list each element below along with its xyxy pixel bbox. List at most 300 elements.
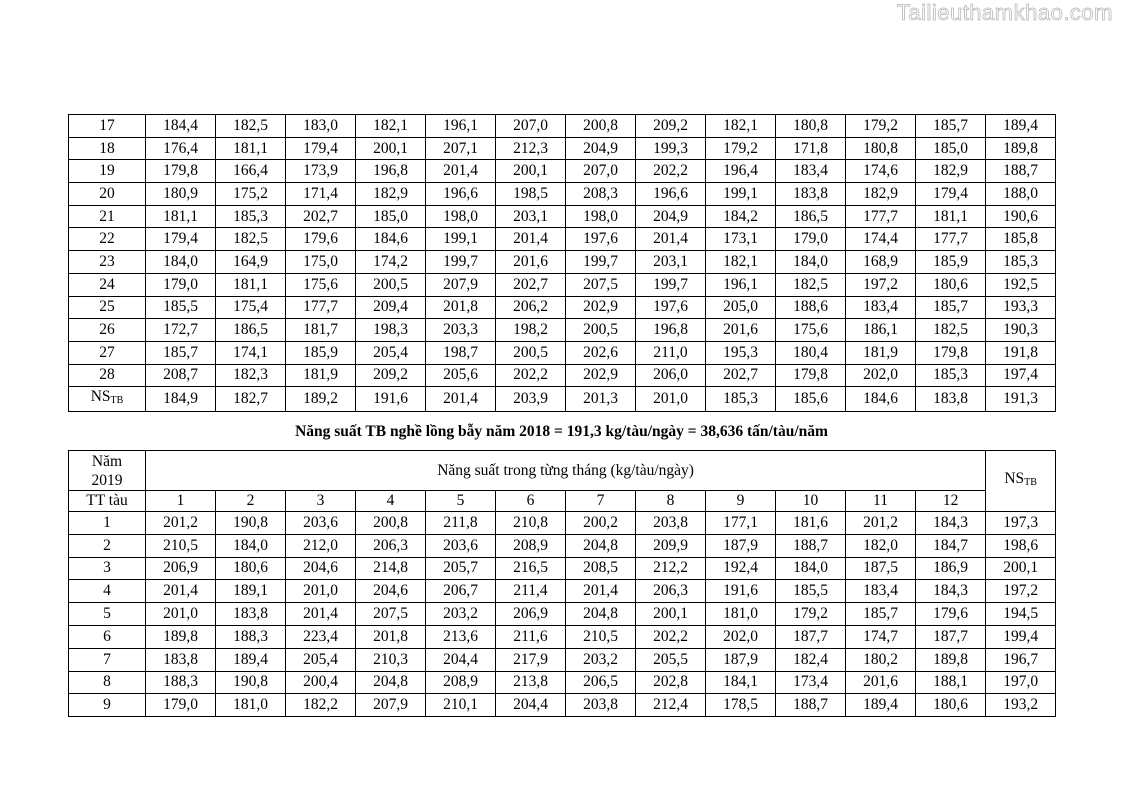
month-value-cell: 204,4	[496, 694, 566, 717]
month-value-cell: 180,6	[216, 557, 286, 580]
ns-header-main: NS	[1004, 470, 1025, 487]
tt-cell: 21	[69, 205, 146, 228]
month-value-cell: 202,6	[566, 341, 636, 364]
ns-value-cell: 193,3	[986, 296, 1056, 319]
month-number-cell: 9	[706, 491, 776, 512]
month-number-row	[69, 491, 1056, 512]
month-value-cell: 204,8	[356, 671, 426, 694]
table-row	[69, 205, 1056, 228]
month-value-cell: 184,1	[706, 671, 776, 694]
month-value-cell: 207,0	[566, 160, 636, 183]
month-value-cell: 199,7	[426, 251, 496, 274]
month-value-cell: 181,1	[916, 205, 986, 228]
tt-cell: 27	[69, 341, 146, 364]
average-label-main: NS	[90, 388, 111, 406]
month-value-cell: 205,4	[356, 341, 426, 364]
month-value-cell: 184,3	[916, 580, 986, 603]
month-value-cell: 179,2	[776, 603, 846, 626]
ns-value-cell: 196,7	[986, 648, 1056, 671]
month-value-cell: 177,7	[916, 228, 986, 251]
month-value-cell: 189,4	[216, 648, 286, 671]
month-number-cell: 5	[426, 491, 496, 512]
month-value-cell: 201,4	[286, 603, 356, 626]
ns-value-cell: 197,2	[986, 580, 1056, 603]
month-value-cell: 199,1	[706, 183, 776, 206]
month-value-cell: 203,8	[566, 694, 636, 717]
average-value-cell: 201,0	[636, 387, 706, 412]
month-value-cell: 200,5	[496, 341, 566, 364]
month-value-cell: 199,7	[566, 251, 636, 274]
table-row	[69, 557, 1056, 580]
month-number-cell: 10	[776, 491, 846, 512]
month-value-cell: 200,8	[356, 512, 426, 535]
tt-label-cell: TT tàu	[69, 491, 146, 512]
month-value-cell: 189,4	[846, 694, 916, 717]
month-value-cell: 177,7	[286, 296, 356, 319]
month-value-cell: 198,3	[356, 319, 426, 342]
month-value-cell: 205,5	[636, 648, 706, 671]
month-value-cell: 198,2	[496, 319, 566, 342]
month-value-cell: 206,3	[636, 580, 706, 603]
year-label-line1: Năm	[91, 452, 123, 470]
ns-value-cell: 197,4	[986, 364, 1056, 387]
month-value-cell: 213,6	[426, 625, 496, 648]
table-row	[69, 319, 1056, 342]
year-header-cell	[69, 451, 146, 491]
month-value-cell: 207,1	[426, 137, 496, 160]
month-value-cell: 211,8	[426, 512, 496, 535]
month-value-cell: 212,3	[496, 137, 566, 160]
month-value-cell: 201,8	[426, 296, 496, 319]
month-value-cell: 179,0	[776, 228, 846, 251]
month-value-cell: 179,6	[286, 228, 356, 251]
month-value-cell: 186,5	[216, 319, 286, 342]
table-row	[69, 160, 1056, 183]
tt-cell: 18	[69, 137, 146, 160]
month-value-cell: 182,1	[706, 115, 776, 138]
average-value-cell: 185,6	[776, 387, 846, 412]
month-value-cell: 182,1	[706, 251, 776, 274]
average-label-sub: TB	[110, 395, 124, 407]
month-value-cell: 184,6	[356, 228, 426, 251]
month-value-cell: 181,0	[706, 603, 776, 626]
month-value-cell: 210,5	[146, 534, 216, 557]
month-value-cell: 179,0	[146, 694, 216, 717]
table-row	[69, 694, 1056, 717]
month-value-cell: 190,8	[216, 671, 286, 694]
tt-cell: 7	[69, 648, 146, 671]
month-value-cell: 200,8	[566, 115, 636, 138]
month-value-cell: 201,4	[426, 160, 496, 183]
month-value-cell: 196,1	[426, 115, 496, 138]
month-value-cell: 179,4	[916, 183, 986, 206]
month-value-cell: 204,4	[426, 648, 496, 671]
month-value-cell: 179,2	[846, 115, 916, 138]
average-value-cell: 185,3	[706, 387, 776, 412]
month-value-cell: 180,9	[146, 183, 216, 206]
tt-cell: 23	[69, 251, 146, 274]
month-value-cell: 183,8	[216, 603, 286, 626]
month-value-cell: 202,7	[706, 364, 776, 387]
month-value-cell: 209,9	[636, 534, 706, 557]
month-value-cell: 205,6	[426, 364, 496, 387]
tt-cell: 2	[69, 534, 146, 557]
month-number-cell: 8	[636, 491, 706, 512]
month-value-cell: 199,7	[636, 273, 706, 296]
month-value-cell: 179,2	[706, 137, 776, 160]
month-value-cell: 201,6	[846, 671, 916, 694]
month-value-cell: 181,6	[776, 512, 846, 535]
tt-cell: 26	[69, 319, 146, 342]
month-value-cell: 206,2	[496, 296, 566, 319]
tt-cell: 8	[69, 671, 146, 694]
month-value-cell: 191,6	[706, 580, 776, 603]
average-value-cell: 183,8	[916, 387, 986, 412]
table-row	[69, 183, 1056, 206]
month-value-cell: 184,0	[776, 251, 846, 274]
month-number-cell: 12	[916, 491, 986, 512]
month-value-cell: 177,7	[846, 205, 916, 228]
month-value-cell: 192,4	[706, 557, 776, 580]
month-value-cell: 188,3	[146, 671, 216, 694]
summary-2018: Năng suất TB nghề lồng bẫy năm 2018 = 191,3 kg/tàu/ngày = 38,636 tấn/tàu/năm	[295, 423, 828, 440]
tt-cell: 5	[69, 603, 146, 626]
month-value-cell: 207,5	[356, 603, 426, 626]
month-value-cell: 203,1	[496, 205, 566, 228]
month-value-cell: 200,4	[286, 671, 356, 694]
month-value-cell: 185,0	[356, 205, 426, 228]
month-value-cell: 206,7	[426, 580, 496, 603]
month-value-cell: 174,7	[846, 625, 916, 648]
month-value-cell: 204,9	[566, 137, 636, 160]
month-value-cell: 164,9	[216, 251, 286, 274]
month-value-cell: 217,9	[496, 648, 566, 671]
month-value-cell: 179,4	[286, 137, 356, 160]
month-value-cell: 207,0	[496, 115, 566, 138]
month-value-cell: 196,6	[426, 183, 496, 206]
month-value-cell: 180,8	[846, 137, 916, 160]
month-value-cell: 208,9	[496, 534, 566, 557]
month-value-cell: 182,9	[356, 183, 426, 206]
table-row	[69, 251, 1056, 274]
ns-value-cell: 197,0	[986, 671, 1056, 694]
month-value-cell: 203,2	[426, 603, 496, 626]
month-value-cell: 202,9	[566, 296, 636, 319]
ns-value-cell: 197,3	[986, 512, 1056, 535]
ns-value-cell: 200,1	[986, 557, 1056, 580]
month-value-cell: 211,6	[496, 625, 566, 648]
month-number-cell: 2	[216, 491, 286, 512]
table-row	[69, 625, 1056, 648]
month-value-cell: 206,3	[356, 534, 426, 557]
average-value-cell: 191,6	[356, 387, 426, 412]
month-value-cell: 204,6	[356, 580, 426, 603]
average-value-cell: 184,9	[146, 387, 216, 412]
month-value-cell: 202,8	[636, 671, 706, 694]
ns-value-cell: 192,5	[986, 273, 1056, 296]
month-value-cell: 212,2	[636, 557, 706, 580]
month-value-cell: 171,4	[286, 183, 356, 206]
month-value-cell: 201,0	[146, 603, 216, 626]
month-value-cell: 198,0	[426, 205, 496, 228]
month-value-cell: 179,8	[776, 364, 846, 387]
month-value-cell: 182,1	[356, 115, 426, 138]
month-value-cell: 200,1	[496, 160, 566, 183]
month-value-cell: 188,7	[776, 534, 846, 557]
month-value-cell: 201,8	[356, 625, 426, 648]
month-value-cell: 183,4	[846, 580, 916, 603]
month-value-cell: 175,4	[216, 296, 286, 319]
month-number-cell: 3	[286, 491, 356, 512]
month-value-cell: 177,1	[706, 512, 776, 535]
month-value-cell: 174,6	[846, 160, 916, 183]
month-value-cell: 181,9	[286, 364, 356, 387]
month-value-cell: 182,9	[916, 160, 986, 183]
tt-cell: 6	[69, 625, 146, 648]
ns-value-cell: 189,8	[986, 137, 1056, 160]
month-value-cell: 201,6	[706, 319, 776, 342]
month-value-cell: 201,4	[146, 580, 216, 603]
month-value-cell: 180,8	[776, 115, 846, 138]
month-value-cell: 181,0	[216, 694, 286, 717]
ns-value-cell: 199,4	[986, 625, 1056, 648]
month-value-cell: 201,2	[146, 512, 216, 535]
header-row	[69, 451, 1056, 491]
month-value-cell: 184,3	[916, 512, 986, 535]
ns-value-cell: 189,4	[986, 115, 1056, 138]
ns-value-cell: 188,0	[986, 183, 1056, 206]
month-value-cell: 173,4	[776, 671, 846, 694]
month-value-cell: 211,0	[636, 341, 706, 364]
month-value-cell: 184,0	[216, 534, 286, 557]
year-label-line2: 2019	[91, 471, 123, 489]
month-value-cell: 166,4	[216, 160, 286, 183]
month-value-cell: 208,5	[566, 557, 636, 580]
month-value-cell: 178,5	[706, 694, 776, 717]
month-value-cell: 181,7	[286, 319, 356, 342]
month-value-cell: 207,9	[426, 273, 496, 296]
month-value-cell: 185,7	[916, 115, 986, 138]
tt-cell: 22	[69, 228, 146, 251]
table-row	[69, 534, 1056, 557]
month-value-cell: 174,4	[846, 228, 916, 251]
productivity-table-2018	[68, 114, 1056, 412]
month-value-cell: 182,5	[776, 273, 846, 296]
ns-value-cell: 193,2	[986, 694, 1056, 717]
month-value-cell: 200,1	[356, 137, 426, 160]
month-value-cell: 209,2	[636, 115, 706, 138]
month-value-cell: 181,1	[216, 273, 286, 296]
tt-cell: 24	[69, 273, 146, 296]
month-value-cell: 188,7	[776, 694, 846, 717]
month-value-cell: 210,5	[566, 625, 636, 648]
average-value-cell: 182,7	[216, 387, 286, 412]
month-value-cell: 204,8	[566, 603, 636, 626]
month-value-cell: 179,6	[916, 603, 986, 626]
table-row	[69, 137, 1056, 160]
ns-value-cell: 185,8	[986, 228, 1056, 251]
table-row	[69, 341, 1056, 364]
average-value-cell: 184,6	[846, 387, 916, 412]
month-value-cell: 190,8	[216, 512, 286, 535]
month-value-cell: 202,7	[286, 205, 356, 228]
month-value-cell: 180,6	[916, 273, 986, 296]
month-value-cell: 185,0	[916, 137, 986, 160]
month-value-cell: 175,0	[286, 251, 356, 274]
month-value-cell: 187,7	[776, 625, 846, 648]
month-value-cell: 186,9	[916, 557, 986, 580]
month-value-cell: 203,6	[286, 512, 356, 535]
month-value-cell: 208,3	[566, 183, 636, 206]
month-value-cell: 183,8	[776, 183, 846, 206]
month-value-cell: 212,4	[636, 694, 706, 717]
month-value-cell: 175,6	[776, 319, 846, 342]
average-value-cell: 203,9	[496, 387, 566, 412]
month-value-cell: 195,3	[706, 341, 776, 364]
month-value-cell: 185,9	[916, 251, 986, 274]
month-value-cell: 173,1	[706, 228, 776, 251]
month-value-cell: 179,0	[146, 273, 216, 296]
month-value-cell: 202,9	[566, 364, 636, 387]
month-value-cell: 208,9	[426, 671, 496, 694]
month-value-cell: 182,5	[916, 319, 986, 342]
ns-value-cell: 190,6	[986, 205, 1056, 228]
month-number-cell: 1	[146, 491, 216, 512]
month-value-cell: 210,1	[426, 694, 496, 717]
month-value-cell: 198,0	[566, 205, 636, 228]
month-value-cell: 179,8	[916, 341, 986, 364]
month-value-cell: 185,7	[916, 296, 986, 319]
month-value-cell: 182,3	[216, 364, 286, 387]
month-value-cell: 211,4	[496, 580, 566, 603]
month-value-cell: 186,1	[846, 319, 916, 342]
month-value-cell: 216,5	[496, 557, 566, 580]
month-value-cell: 184,7	[916, 534, 986, 557]
table-row	[69, 364, 1056, 387]
month-value-cell: 205,7	[426, 557, 496, 580]
month-value-cell: 180,2	[846, 648, 916, 671]
month-value-cell: 183,4	[776, 160, 846, 183]
month-number-cell: 4	[356, 491, 426, 512]
month-number-cell: 11	[846, 491, 916, 512]
month-value-cell: 206,9	[146, 557, 216, 580]
tt-cell: 3	[69, 557, 146, 580]
month-value-cell: 201,4	[636, 228, 706, 251]
watermark-text: Tailieuthamkhao.com	[896, 0, 1113, 25]
month-value-cell: 188,1	[916, 671, 986, 694]
month-value-cell: 200,5	[566, 319, 636, 342]
month-value-cell: 196,4	[706, 160, 776, 183]
month-value-cell: 204,6	[286, 557, 356, 580]
month-value-cell: 206,5	[566, 671, 636, 694]
table-row	[69, 228, 1056, 251]
average-row	[69, 387, 1056, 412]
month-value-cell: 168,9	[846, 251, 916, 274]
ns-value-cell: 191,8	[986, 341, 1056, 364]
month-value-cell: 184,0	[776, 557, 846, 580]
ns-value-cell: 185,3	[986, 251, 1056, 274]
month-value-cell: 181,1	[216, 137, 286, 160]
month-value-cell: 182,5	[216, 228, 286, 251]
month-value-cell: 199,3	[636, 137, 706, 160]
month-value-cell: 208,7	[146, 364, 216, 387]
tt-cell: 1	[69, 512, 146, 535]
month-value-cell: 187,9	[706, 648, 776, 671]
month-value-cell: 183,4	[846, 296, 916, 319]
month-value-cell: 198,5	[496, 183, 566, 206]
month-value-cell: 189,1	[216, 580, 286, 603]
month-value-cell: 182,2	[286, 694, 356, 717]
table-row	[69, 115, 1056, 138]
month-value-cell: 182,4	[776, 648, 846, 671]
month-value-cell: 183,8	[146, 648, 216, 671]
month-value-cell: 185,9	[286, 341, 356, 364]
month-value-cell: 204,8	[566, 534, 636, 557]
month-value-cell: 205,4	[286, 648, 356, 671]
month-value-cell: 206,9	[496, 603, 566, 626]
tt-cell: 4	[69, 580, 146, 603]
month-value-cell: 201,4	[566, 580, 636, 603]
month-value-cell: 196,8	[636, 319, 706, 342]
month-value-cell: 176,4	[146, 137, 216, 160]
month-value-cell: 189,8	[146, 625, 216, 648]
month-value-cell: 209,2	[356, 364, 426, 387]
month-value-cell: 184,0	[146, 251, 216, 274]
tt-cell: 19	[69, 160, 146, 183]
table-row	[69, 603, 1056, 626]
month-value-cell: 182,9	[846, 183, 916, 206]
month-value-cell: 201,4	[496, 228, 566, 251]
month-value-cell: 209,4	[356, 296, 426, 319]
months-header-cell: Năng suất trong từng tháng (kg/tàu/ngày)	[146, 451, 986, 491]
month-value-cell: 207,9	[356, 694, 426, 717]
table-row	[69, 671, 1056, 694]
month-value-cell: 186,5	[776, 205, 846, 228]
month-value-cell: 175,2	[216, 183, 286, 206]
ns-header-sub: TB	[1024, 477, 1037, 488]
tt-cell: 17	[69, 115, 146, 138]
month-value-cell: 182,0	[846, 534, 916, 557]
month-value-cell: 196,8	[356, 160, 426, 183]
month-value-cell: 185,5	[776, 580, 846, 603]
month-value-cell: 174,1	[216, 341, 286, 364]
ns-value-cell: 198,6	[986, 534, 1056, 557]
month-value-cell: 197,6	[636, 296, 706, 319]
table-row	[69, 512, 1056, 535]
month-value-cell: 203,6	[426, 534, 496, 557]
month-value-cell: 175,6	[286, 273, 356, 296]
month-value-cell: 179,4	[146, 228, 216, 251]
month-value-cell: 197,6	[566, 228, 636, 251]
month-value-cell: 184,4	[146, 115, 216, 138]
ns-value-cell: 190,3	[986, 319, 1056, 342]
month-value-cell: 207,5	[566, 273, 636, 296]
month-value-cell: 184,2	[706, 205, 776, 228]
month-value-cell: 201,6	[496, 251, 566, 274]
ns-header-cell	[986, 451, 1056, 512]
month-value-cell: 212,0	[286, 534, 356, 557]
month-value-cell: 179,8	[146, 160, 216, 183]
month-value-cell: 180,6	[916, 694, 986, 717]
month-value-cell: 198,7	[426, 341, 496, 364]
month-value-cell: 181,9	[846, 341, 916, 364]
month-value-cell: 200,2	[566, 512, 636, 535]
month-value-cell: 199,1	[426, 228, 496, 251]
month-value-cell: 202,2	[496, 364, 566, 387]
tt-cell: 25	[69, 296, 146, 319]
month-value-cell: 185,7	[146, 341, 216, 364]
month-value-cell: 187,5	[846, 557, 916, 580]
